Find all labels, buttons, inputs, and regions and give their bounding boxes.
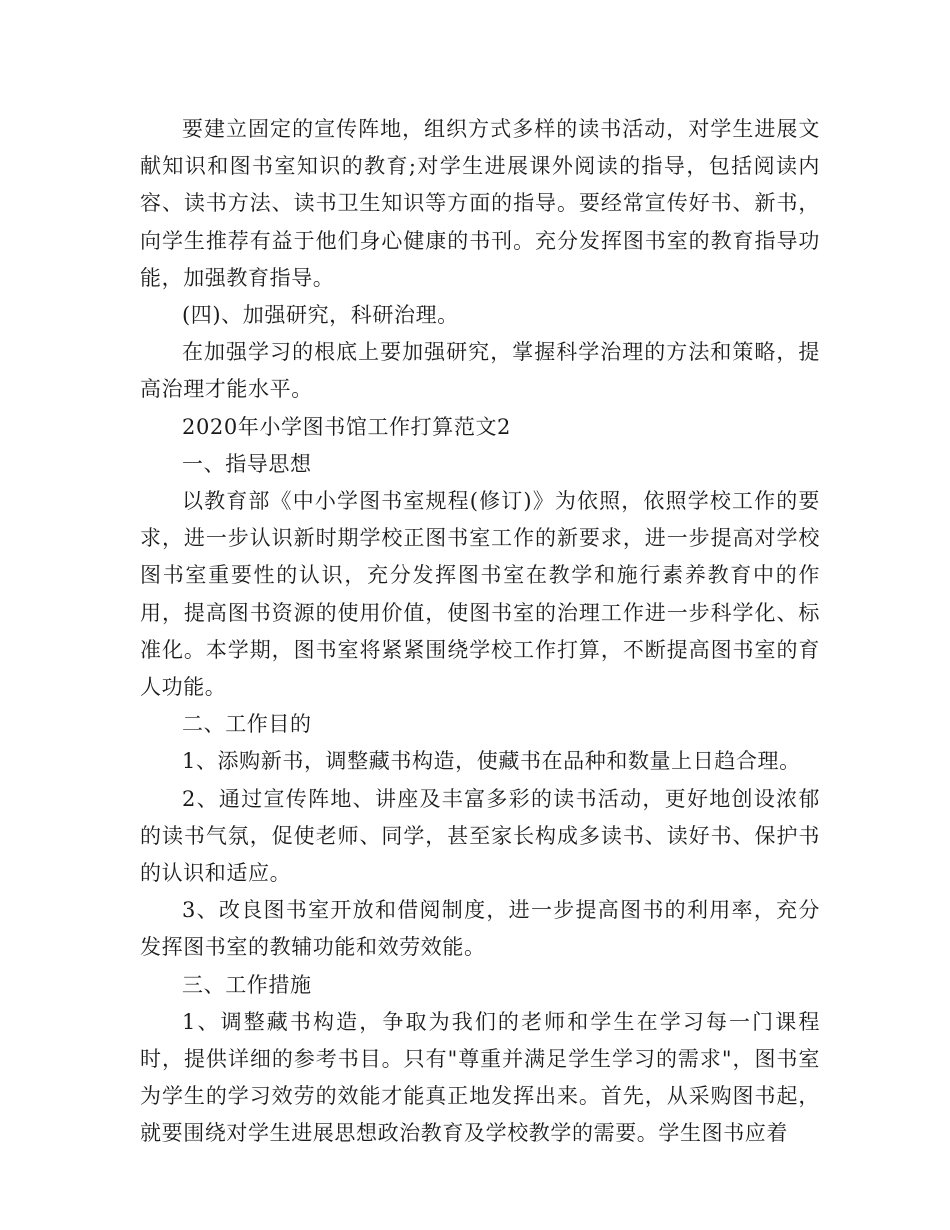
goal-item-2: 2、通过宣传阵地、讲座及丰富多彩的读书活动，更好地创设浓郁的读书气氛，促使老师、同学，甚至家长构成多读书、读好书、保护书的认识和适应。 (140, 786, 820, 886)
goal-item-3: 3、改良图书室开放和借阅制度，进一步提高图书的利用率，充分发挥图书室的教辅功能和效劳效能。 (140, 898, 820, 960)
document-body (140, 111, 820, 1153)
measure-item-1: 1、调整藏书构造，争取为我们的老师和学生在学习每一门课程时，提供详细的参考书目。只有"尊重并满足学生学习的需求"，图书室为学生的学习效劳的效能才能真正地发挥出来。首先，从采购图书起，就要围绕对学生进展思想政治教育及学校教学的需要。学生图书应着 (140, 1009, 820, 1146)
heading-work-goals: 二、工作目的 (182, 712, 312, 737)
heading-work-measures: 三、工作措施 (182, 972, 312, 997)
heading-guiding-ideology: 一、指导思想 (182, 451, 312, 476)
heading-research-management: (四)、加强研究，科研治理。 (182, 303, 459, 328)
paragraph-reading-activities: 要建立固定的宣传阵地，组织方式多样的读书活动，对学生进展文献知识和图书室知识的教育;对学生进展课外阅读的指导，包括阅读内容、读书方法、读书卫生知识等方面的指导。要经常宣传好书、新书，向学生推荐有益于他们身心健康的书刊。充分发挥图书室的教育指导功能，加强教育指导。 (140, 117, 820, 290)
goal-item-1: 1、添购新书，调整藏书构造，使藏书在品种和数量上日趋合理。 (182, 749, 801, 774)
paragraph-guiding-ideology: 以教育部《中小学图书室规程(修订)》为依照，依照学校工作的要求，进一步认识新时期学校正图书室工作的新要求，进一步提高对学校图书室重要性的认识，充分发挥图书室在教学和施行素养教育中的作用，提高图书资源的使用价值，使图书室的治理工作进一步科学化、标准化。本学期，图书室将紧紧围绕学校工作打算，不断提高图书室的育人功能。 (140, 489, 820, 700)
paragraph-research: 在加强学习的根底上要加强研究，掌握科学治理的方法和策略，提高治理才能水平。 (140, 340, 820, 402)
section-title-plan-2: 2020年小学图书馆工作打算范文2 (182, 414, 512, 439)
